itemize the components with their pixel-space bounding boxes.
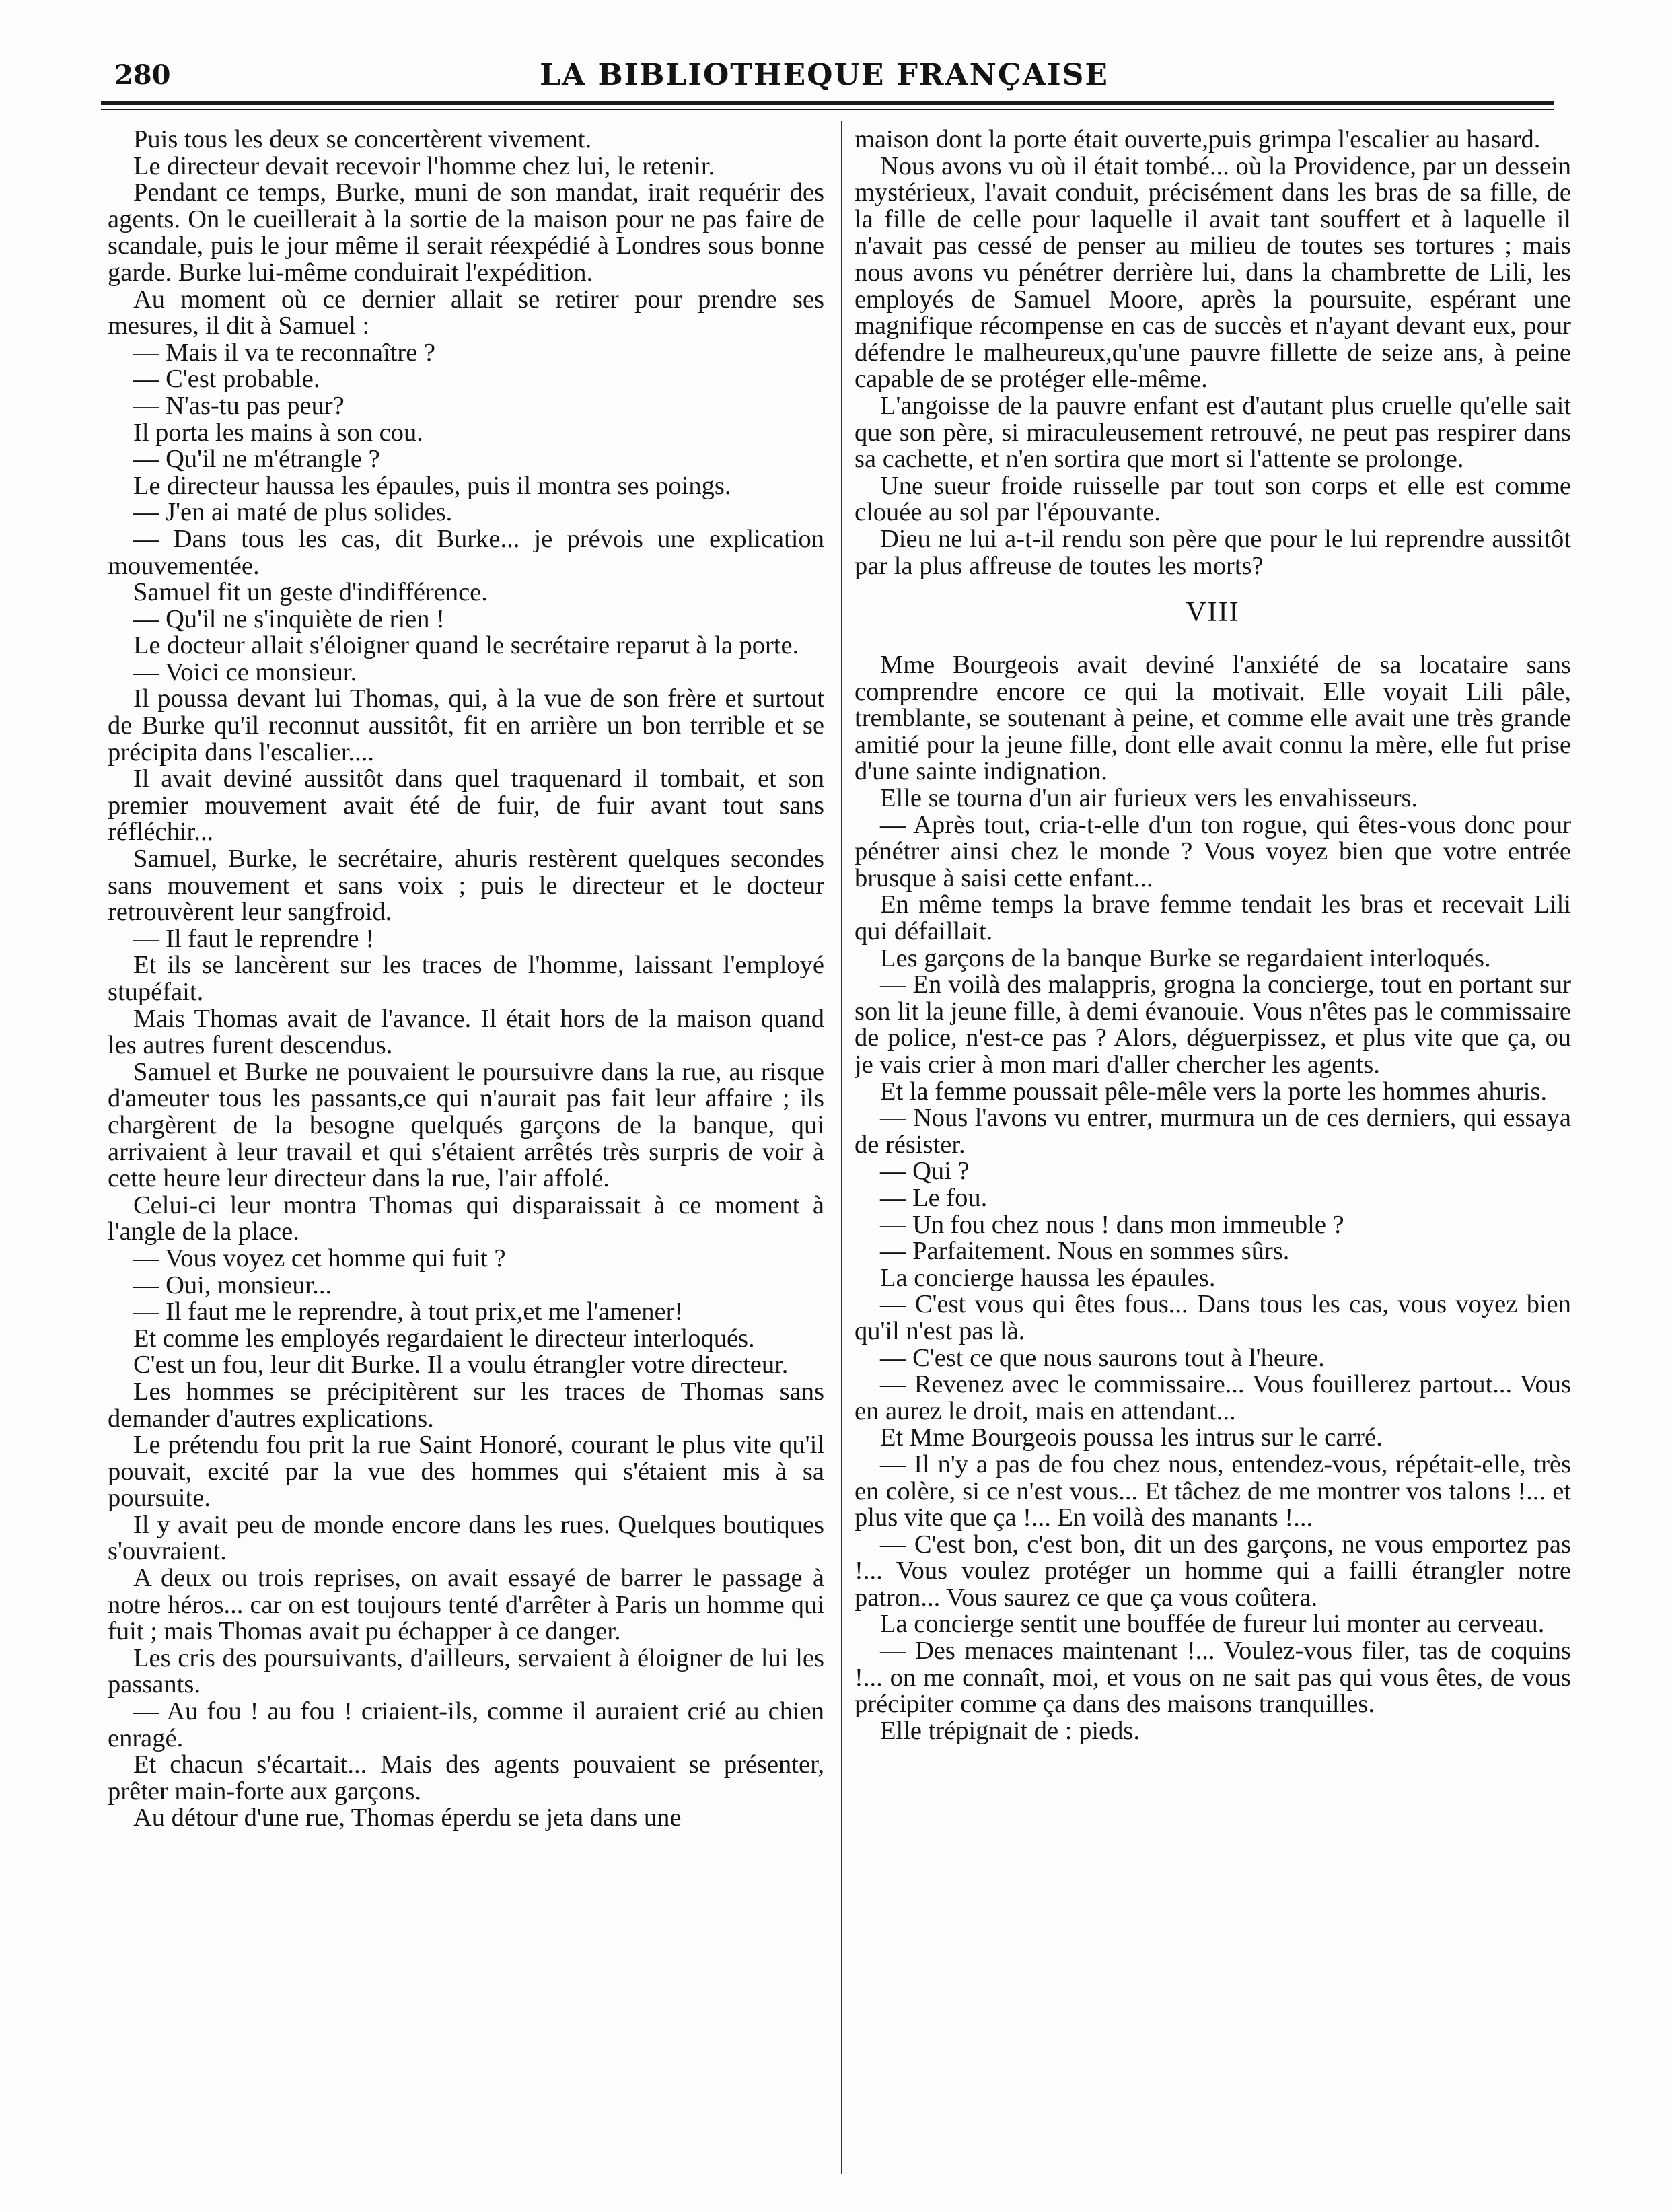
paragraph: Le directeur haussa les épaules, puis il montra ses poings. [133,471,731,500]
paragraph: maison dont la porte était ouverte,puis grimpa l'escalier au hasard. [855,127,1541,153]
paragraph: Les garçons de la banque Burke se regardaient interloqués. [880,943,1491,972]
paragraph: Et chacun s'écartait... Mais des agents pouvaient se présenter, prêter main-forte aux garçons. [108,1750,824,1806]
paragraph: Samuel fit un geste d'indifférence. [133,578,488,607]
paragraph: Au moment où ce dernier allait se retirer pour prendre ses mesures, il dit à Samuel : [108,285,824,341]
paragraph: — Nous l'avons vu entrer, murmura un de ces derniers, qui essaya de résister. [855,1104,1571,1159]
paragraph: Et ils se lancèrent sur les traces de l'homme, laissant l'employé stupéfait. [108,951,824,1006]
paragraph: Il porta les mains à son cou. [133,418,423,447]
header-rule-thin [101,109,1554,110]
right-column-bottom-text [855,652,1571,1744]
left-column [108,127,824,2172]
paragraph: — Le fou. [880,1183,988,1212]
paragraph: Le docteur allait s'éloigner quand le secrétaire reparut à la porte. [133,631,799,660]
paragraph: L'angoisse de la pauvre enfant est d'autant plus cruelle qu'elle sait que son père, si miraculeusement retrouvé, ne peut pas respirer dans sa cachette, et n'en sortira que mort si l'attente se prolonge. [855,391,1571,474]
paragraph: — C'est vous qui êtes fous... Dans tous les cas, vous voyez bien qu'il n'est pas là. [855,1290,1571,1345]
paragraph: — Qu'il ne m'étrangle ? [133,445,380,474]
paragraph: Puis tous les deux se concertèrent vivement. [133,127,592,153]
paragraph: Celui-ci leur montra Thomas qui disparaissait à ce moment à l'angle de la place. [108,1190,824,1246]
paragraph: Pendant ce temps, Burke, muni de son mandat, irait requérir des agents. On le cueillerait à la sortie de la maison pour ne pas faire de scandale, puis le jour même il serait réexpédié à Londres sous bonne garde. Burke lui-même conduirait l'expédition. [108,178,824,287]
paragraph: — Qui ? [880,1157,970,1186]
paragraph: — C'est ce que nous saurons tout à l'heure. [880,1343,1325,1372]
paragraph: Le directeur devait recevoir l'homme chez lui, le retenir. [133,151,715,180]
paragraph: Les cris des poursuivants, d'ailleurs, servaient à éloigner de lui les passants. [108,1643,824,1699]
paragraph: — Un fou chez nous ! dans mon immeuble ? [880,1210,1344,1239]
paragraph: Et la femme poussait pêle-mêle vers la porte les hommes ahuris. [880,1077,1548,1106]
paragraph: Il poussa devant lui Thomas, qui, à la vue de son frère et surtout de Burke qu'il reconnut aussitôt, fit en arrière un bon terrible et se précipita dans l'escalier.... [108,684,824,766]
right-column-top-text [855,127,1571,579]
paragraph: Au détour d'une rue, Thomas éperdu se jeta dans une [133,1804,682,1832]
paragraph: Et Mme Bourgeois poussa les intrus sur le carré. [880,1423,1383,1452]
paragraph: Il y avait peu de monde encore dans les rues. Quelques boutiques s'ouvraient. [108,1510,824,1566]
paragraph: Mme Bourgeois avait deviné l'anxiété de sa locataire sans comprendre encore ce qui la motivait. Elle voyait Lili pâle, tremblante, se soutenant à peine, et comme elle avait une très grande amitié pour la jeune fille, dont elle avait connu la mère, elle fut prise d'une sainte indignation. [855,651,1571,786]
paragraph: — N'as-tu pas peur? [133,391,344,420]
paragraph: — C'est bon, c'est bon, dit un des garçons, ne vous emportez pas !... Vous voulez protéger un homme qui a failli étrangler notre patron... Vous saurez ce que ça vous coûtera. [855,1530,1571,1612]
paragraph: Mais Thomas avait de l'avance. Il était hors de la maison quand les autres furent descendus. [108,1004,824,1060]
paragraph: — J'en ai maté de plus solides. [133,498,453,527]
paragraph: La concierge haussa les épaules. [880,1263,1216,1292]
chapter-heading: VIII [1186,597,1240,629]
column-divider [841,121,842,2174]
paragraph: — Il faut me le reprendre, à tout prix,et me l'amener! [133,1297,684,1326]
paragraph: — Il n'y a pas de fou chez nous, entendez-vous, répétait-elle, très en colère, si ce n'est vous... Et tâchez de me montrer vos talons !... et plus vite que ça !... En voilà des manants !... [855,1450,1571,1532]
paragraph: Nous avons vu où il était tombé... où la Providence, par un dessein mystérieux, l'avait conduit, précisément dans les bras de sa fille, de la fille de celle pour laquelle il avait tant souffert et à laquelle il n'avait pas cessé de penser au milieu de toutes ses tortures ; mais nous avons vu pénétrer derrière lui, dans la chambrette de Lili, les employés de Samuel Moore, après la poursuite, espérant une magnifique récompense en cas de succès et n'ayant devant eux, pour défendre le malheureux,qu'une pauvre fillette de seize ans, à peine capable de se protéger elle-même. [855,151,1571,394]
paragraph: — Revenez avec le commissaire... Vous fouillerez partout... Vous en aurez le droit, mais en attendant... [855,1370,1571,1425]
paragraph: Samuel et Burke ne pouvaient le poursuivre dans la rue, au risque d'ameuter tous les passants,ce qui n'aurait pas fait leur affaire ; ils chargèrent de la besogne quelqués garçons de la banque, qui arrivaient à leur travail et qui s'étaient arrêtés très surpris de voir à cette heure leur directeur dans la rue, l'air affolé. [108,1057,824,1193]
paragraph: — Vous voyez cet homme qui fuit ? [133,1244,506,1273]
paragraph: — Mais il va te reconnaître ? [133,338,435,367]
right-column [855,127,1571,2172]
paragraph: Dieu ne lui a-t-il rendu son père que pour le lui reprendre aussitôt par la plus affreuse de toutes les morts? [855,524,1571,580]
paragraph: Samuel, Burke, le secrétaire, ahuris restèrent quelques secondes sans mouvement et sans voix ; puis le directeur et le docteur retrouvèrent leur sangfroid. [108,845,824,927]
paragraph: Les hommes se précipitèrent sur les traces de Thomas sans demander d'autres explications. [108,1377,824,1433]
paragraph: Elle trépignait de : pieds. [880,1716,1140,1745]
paragraph: — C'est probable. [133,365,320,394]
paragraph: La concierge sentit une bouffée de fureur lui monter au cerveau. [880,1610,1545,1639]
paragraph: Le prétendu fou prit la rue Saint Honoré, courant le plus vite qu'il pouvait, excité par la vue des hommes qui s'étaient mis à sa poursuite. [108,1431,824,1513]
page-header [101,52,1548,100]
paragraph: A deux ou trois reprises, on avait essayé de barrer le passage à notre héros... car on est toujours tenté d'arrêter à Paris un homme qui fuit ; mais Thomas avait pu échapper à ce danger. [108,1564,824,1646]
paragraph: — En voilà des malappris, grogna la concierge, tout en portant sur son lit la jeune fille, à demi évanouie. Vous n'êtes pas le commissaire de police, n'est-ce pas ? Alors, déguerpissez, et plus vite que ça, ou je vais crier à mon mari d'aller chercher les agents. [855,970,1571,1079]
paragraph: Il avait deviné aussitôt dans quel traquenard il tombait, et son premier mouvement avait été de fuir, de fuir avant tout sans réfléchir... [108,764,824,847]
paragraph: — Il faut le reprendre ! [133,924,375,953]
page-number: 280 [114,59,171,91]
paragraph: Et comme les employés regardaient le directeur interloqués. [133,1324,755,1353]
running-title: LA BIBLIOTHEQUE FRANÇAISE [540,58,1109,92]
paragraph: C'est un fou, leur dit Burke. Il a voulu étrangler votre directeur. [133,1351,789,1380]
paragraph: — Après tout, cria-t-elle d'un ton rogue, qui êtes-vous donc pour pénétrer ainsi chez le monde ? Vous voyez bien que votre entrée brusque à saisi cette enfant... [855,810,1571,892]
paragraph: Une sueur froide ruisselle par tout son corps et elle est comme clouée au sol par l'épouvante. [855,471,1571,527]
paragraph: — Voici ce monsieur. [133,657,357,686]
paragraph: — Parfaitement. Nous en sommes sûrs. [880,1237,1290,1266]
paragraph: — Au fou ! au fou ! criaient-ils, comme il auraient crié au chien enragé. [108,1697,824,1752]
paragraph: Elle se tourna d'un air furieux vers les envahisseurs. [880,784,1418,813]
paragraph: — Qu'il ne s'inquiète de rien ! [133,604,445,633]
paragraph: — Des menaces maintenant !... Voulez-vous filer, tas de coquins !... on me connaît, moi, et vous on ne sait pas qui vous êtes, de vous précipiter comme ça dans des maisons tranquilles. [855,1637,1571,1719]
paragraph: En même temps la brave femme tendait les bras et recevait Lili qui défaillait. [855,890,1571,946]
paragraph: — Dans tous les cas, dit Burke... je prévois une explication mouvementée. [108,524,824,580]
header-rule-thick [101,101,1554,105]
paragraph: — Oui, monsieur... [133,1271,332,1299]
